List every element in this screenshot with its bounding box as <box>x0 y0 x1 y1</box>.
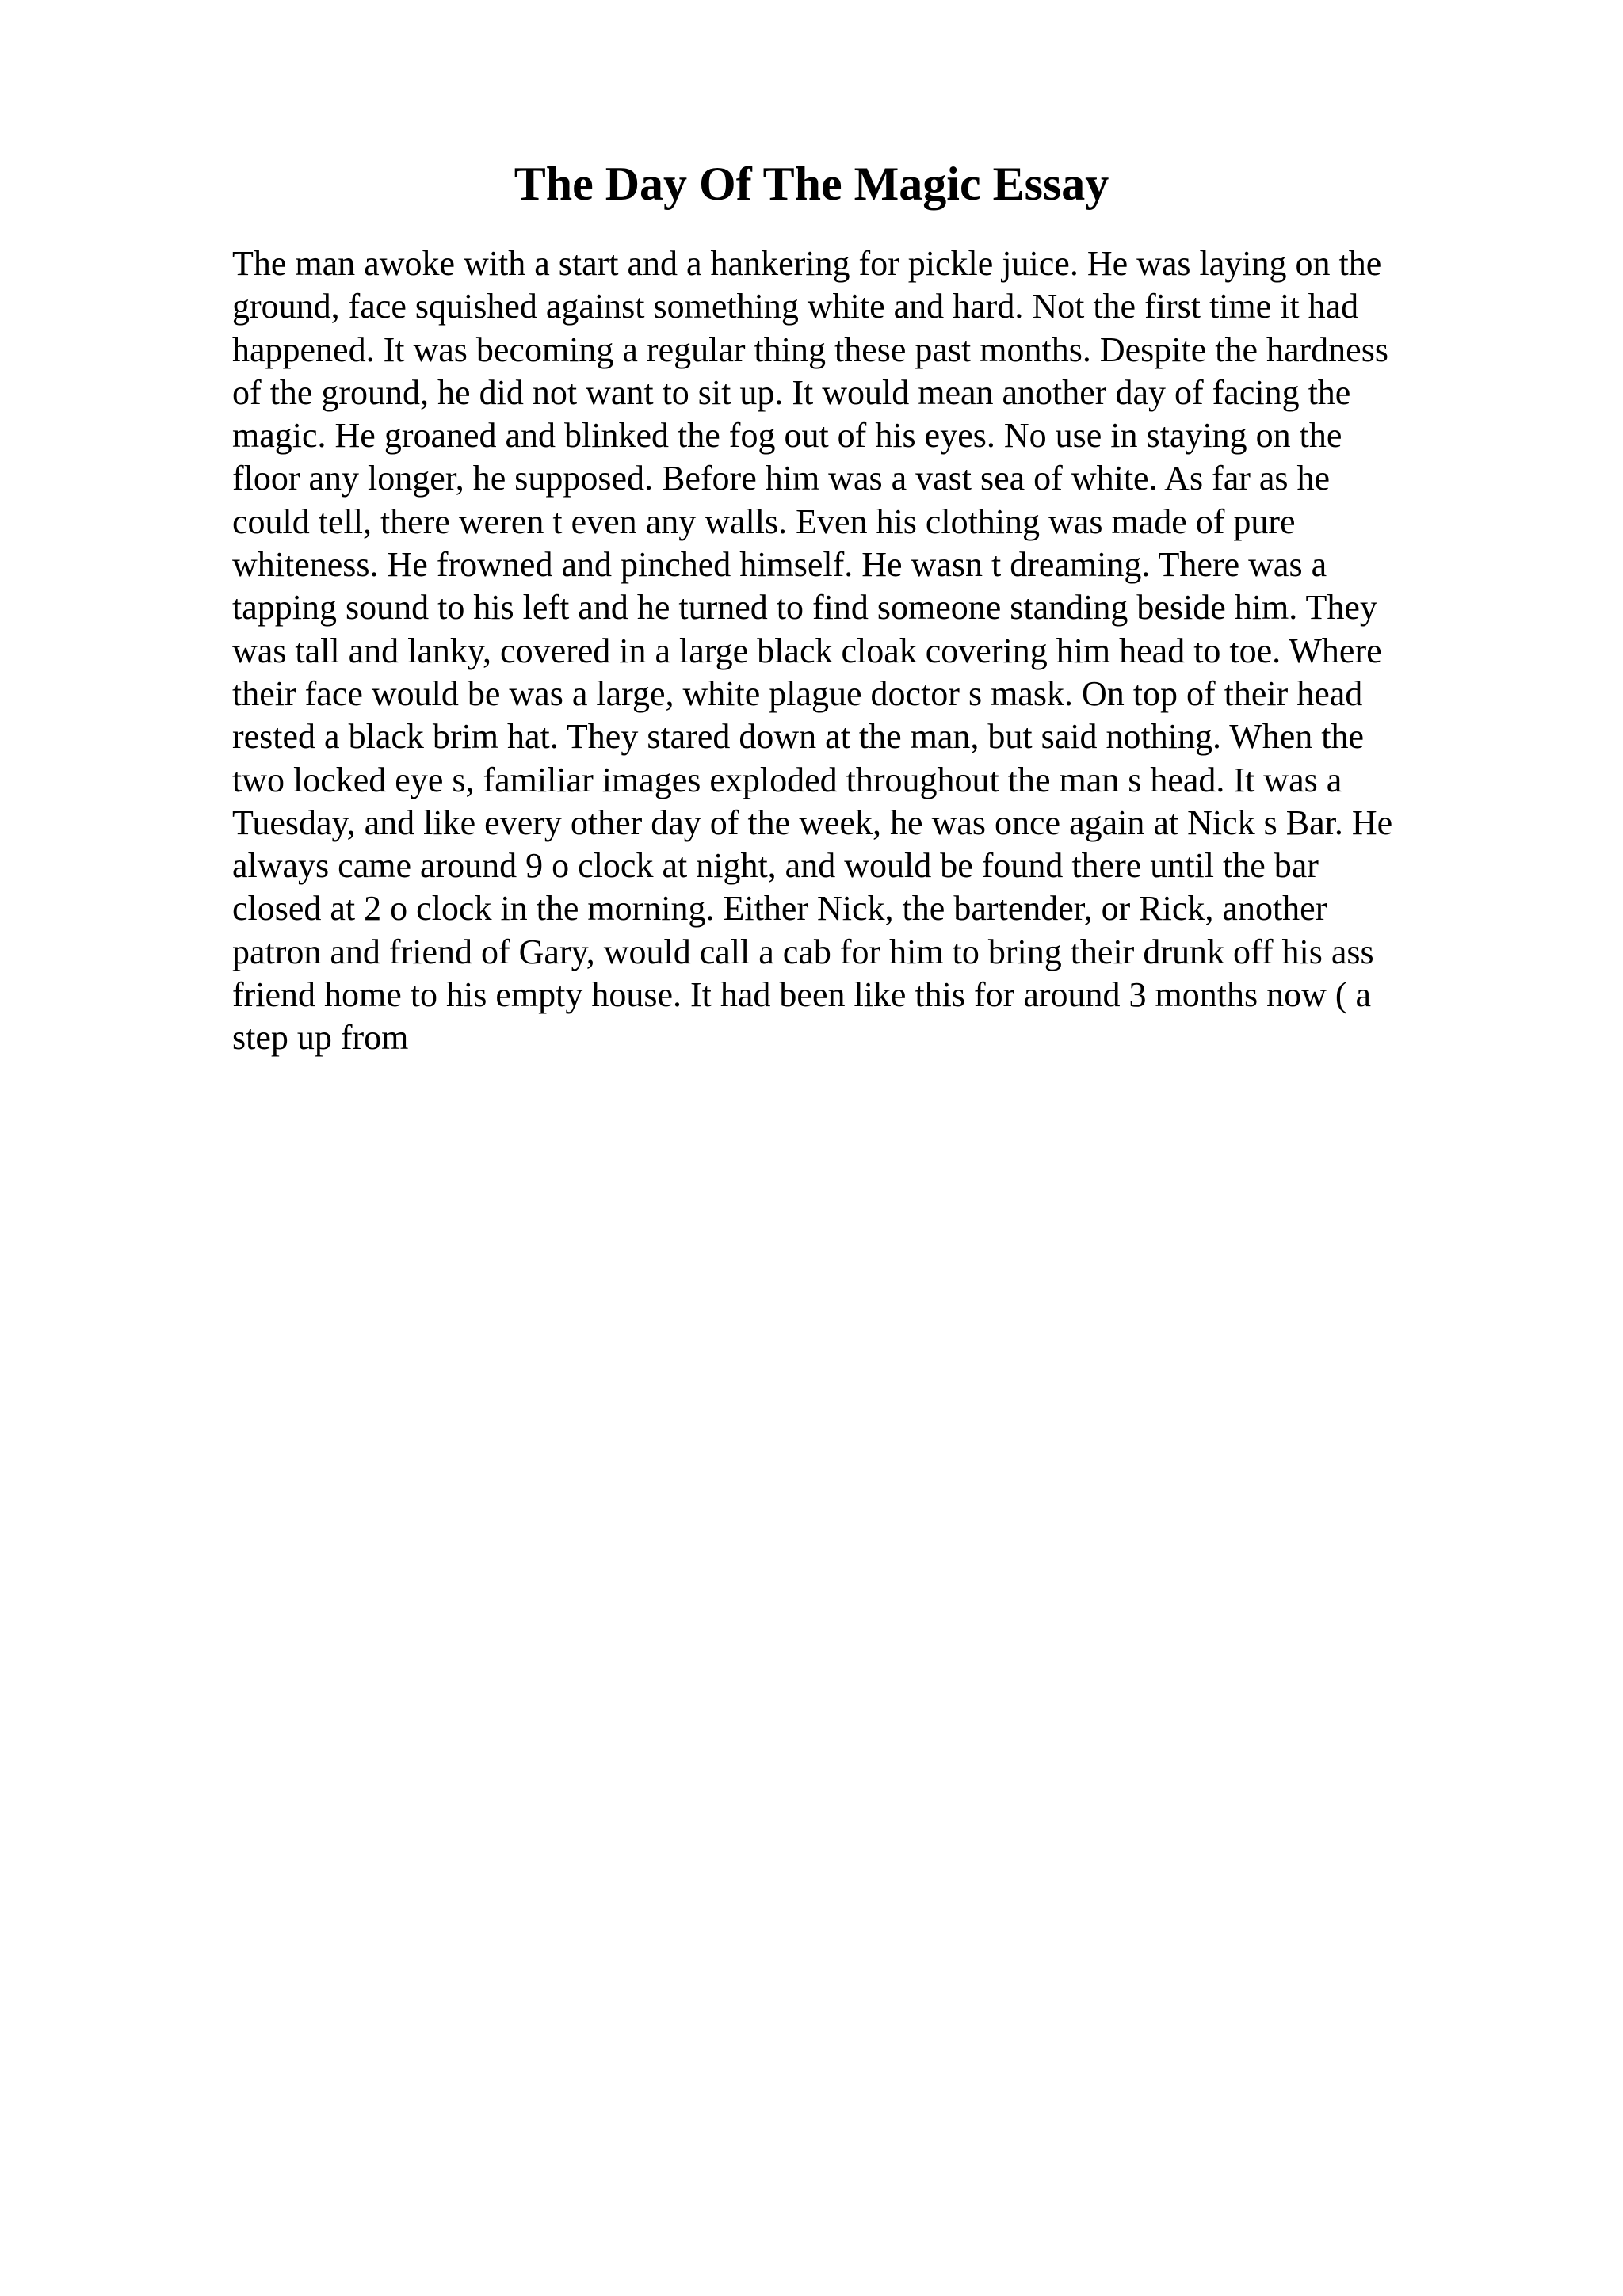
essay-line: could tell, there weren t even any walls. Even his clothing was made of pure <box>232 502 1296 541</box>
essay-line: step up from <box>232 1018 409 1058</box>
document-title: The Day Of The Magic Essay <box>514 158 1109 210</box>
essay-line: closed at 2 o clock in the morning. Either Nick, the bartender, or Rick, another <box>232 889 1327 929</box>
essay-body <box>232 242 1500 1060</box>
essay-line: magic. He groaned and blinked the fog out of his eyes. No use in staying on the <box>232 416 1342 456</box>
essay-line: The man awoke with a start and a hankering for pickle juice. He was laying on the <box>232 244 1382 283</box>
essay-line: happened. It was becoming a regular thing these past months. Despite the hardness <box>232 330 1388 369</box>
essay-line: their face would be was a large, white plague doctor s mask. On top of their head <box>232 673 1363 713</box>
essay-line: patron and friend of Gary, would call a cab for him to bring their drunk off his ass <box>232 932 1374 971</box>
essay-line: always came around 9 o clock at night, and would be found there until the bar <box>232 846 1319 886</box>
essay-line: rested a black brim hat. They stared down at the man, but said nothing. When the <box>232 717 1365 757</box>
essay-line: Tuesday, and like every other day of the week, he was once again at Nick s Bar. He <box>232 803 1393 842</box>
essay-line: two locked eye s, familiar images exploded throughout the man s head. It was a <box>232 760 1342 799</box>
essay-line: floor any longer, he supposed. Before him was a vast sea of white. As far as he <box>232 459 1331 498</box>
essay-line: tapping sound to his left and he turned to find someone standing beside him. They <box>232 588 1377 627</box>
essay-line: was tall and lanky, covered in a large black cloak covering him head to toe. Where <box>232 631 1382 670</box>
essay-line: whiteness. He frowned and pinched himself. He wasn t dreaming. There was a <box>232 545 1327 585</box>
essay-line: of the ground, he did not want to sit up. It would mean another day of facing the <box>232 372 1351 412</box>
essay-line: friend home to his empty house. It had been like this for around 3 months now ( a <box>232 975 1372 1015</box>
essay-line: ground, face squished against something white and hard. Not the first time it had <box>232 287 1359 326</box>
